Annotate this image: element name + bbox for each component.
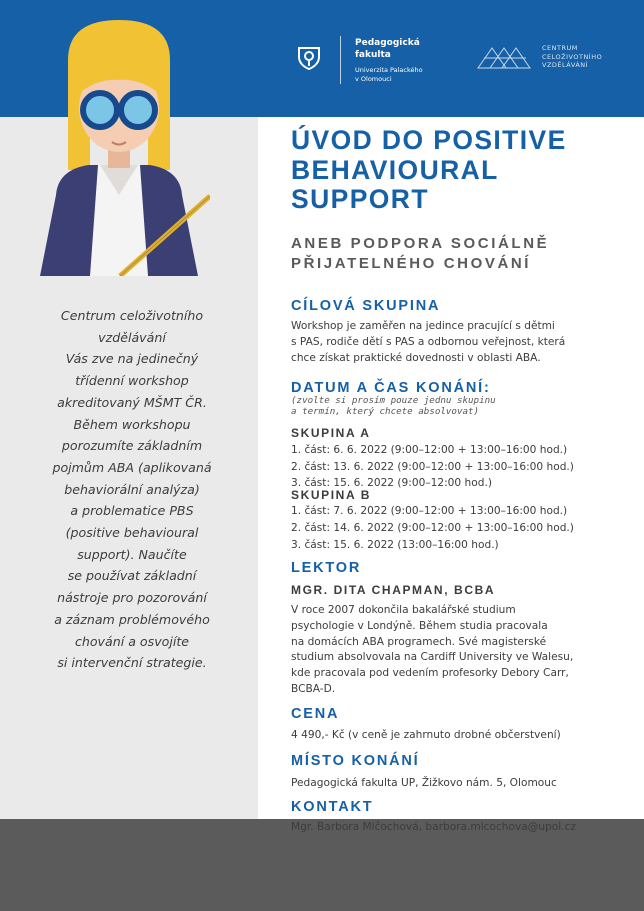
target-heading: CÍLOVÁ SKUPINA (291, 298, 441, 314)
session-item: 1. část: 7. 6. 2022 (9:00–12:00 + 13:00–16:00 hod.) (291, 505, 568, 517)
session-item: 2. část: 13. 6. 2022 (9:00–12:00 + 13:00–16:00 hod.) (291, 460, 574, 473)
price-heading: CENA (291, 706, 340, 722)
lecturer-heading: LEKTOR (291, 560, 362, 576)
group-a-sessions (291, 442, 574, 492)
group-b-label: SKUPINA B (291, 488, 371, 502)
session-item: 2. část: 14. 6. 2022 (9:00–12:00 + 13:00–16:00 hod.) (291, 522, 574, 534)
session-item: 3. část: 15. 6. 2022 (9:00–12:00 hod.) (291, 477, 492, 490)
target-text: Workshop je zaměřen na jedince pracující s dětmi s PAS, rodiče dětí s PAS a odbornou veřejnost, která chce získat praktické dovednosti v oblasti ABA. (291, 320, 566, 364)
session-item: 1. část: 6. 6. 2022 (9:00–12:00 + 13:00–16:00 hod.) (291, 444, 568, 456)
session-item: 3. část: 15. 6. 2022 (13:00–16:00 hod.) (291, 539, 499, 551)
faculty-logo-icon (296, 44, 322, 70)
lecturer-bio: V roce 2007 dokončila bakalářské studium psychologie v Londýně. Během studia pracovala na domácích ABA programech. Své magisterské studium absolvovala na Cardiff University ve Walesu, kde pracovala pod vedením profesorky Debory Carr, BCBA-D. (291, 604, 574, 695)
lecturer-name: MGR. DITA CHAPMAN, BCBA (291, 583, 496, 597)
venue-text: Pedagogická fakulta UP, Žižkovo nám. 5, Olomouc (291, 777, 557, 789)
faculty-university: Univerzita Palackého v Olomouci (355, 66, 423, 83)
logo-divider (340, 36, 341, 84)
schedule-heading: DATUM A ČAS KONÁNÍ: (291, 380, 491, 396)
faculty-name: Pedagogická fakulta (355, 38, 420, 60)
center-logo-icon (476, 44, 534, 70)
teacher-illustration (28, 20, 210, 276)
group-a-label: SKUPINA A (291, 426, 371, 440)
contact-text[interactable]: Mgr. Barbora Mlčochová, barbora.mlcochova@upol.cz (291, 821, 576, 833)
center-name: CENTRUM CELOŽIVOTNÍHO VZDĚLÁVÁNÍ (542, 44, 603, 69)
schedule-note: (zvolte si prosím pouze jednu skupinu a termín, který chcete absolvovat) (291, 395, 496, 417)
contact-heading: KONTAKT (291, 799, 374, 815)
intro-text: Centrum celoživotního vzdělávání Vás zve na jedinečný třídenní workshop akreditovaný MŠMT ČR. Během workshopu porozumíte základním pojmům ABA (aplikovaná behaviorální analýza) a problematice PBS (positive behavioural support). Naučíte se používat základní nástroje pro pozorování a záznam problémového chování a osvojíte si intervenční strategie. (52, 308, 212, 671)
venue-heading: MÍSTO KONÁNÍ (291, 753, 420, 769)
price-text: 4 490,- Kč (v ceně je zahrnuto drobné občerstvení) (291, 729, 561, 741)
page-title: ÚVOD DO POSITIVE BEHAVIOURAL SUPPORT (291, 125, 567, 214)
page-subtitle: ANEB PODPORA SOCIÁLNĚ PŘIJATELNÉHO CHOVÁNÍ (291, 235, 550, 272)
group-b-sessions (291, 503, 574, 554)
